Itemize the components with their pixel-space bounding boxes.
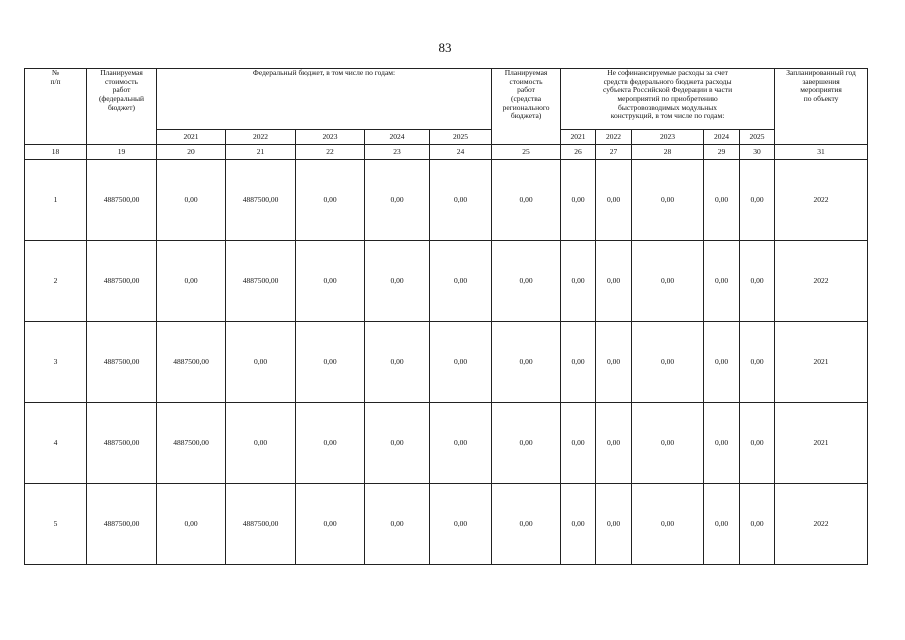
table-cell: 4887500,00 <box>87 403 157 484</box>
table-cell: 4887500,00 <box>157 403 226 484</box>
table-cell: 0,00 <box>365 160 430 241</box>
table-cell: 0,00 <box>704 484 740 565</box>
table-cell: 0,00 <box>365 322 430 403</box>
column-number-cell: 25 <box>492 145 561 160</box>
table-cell: 0,00 <box>740 241 775 322</box>
table-cell: 0,00 <box>430 403 492 484</box>
table-cell: 2021 <box>775 403 868 484</box>
table-cell: 0,00 <box>492 241 561 322</box>
table-cell: 0,00 <box>561 322 596 403</box>
column-number-cell: 28 <box>632 145 704 160</box>
table-cell: 0,00 <box>430 322 492 403</box>
table-cell: 0,00 <box>561 241 596 322</box>
federal-year-header: 2022 <box>226 130 296 145</box>
table-cell: 4887500,00 <box>157 322 226 403</box>
table-cell: 0,00 <box>704 403 740 484</box>
table-cell: 4887500,00 <box>87 160 157 241</box>
table-cell: 4887500,00 <box>226 241 296 322</box>
table-cell: 0,00 <box>296 241 365 322</box>
table-cell: 0,00 <box>430 160 492 241</box>
regional-year-header: 2022 <box>596 130 632 145</box>
column-number-cell: 29 <box>704 145 740 160</box>
table-cell: 0,00 <box>596 241 632 322</box>
regional-year-header: 2021 <box>561 130 596 145</box>
table-cell: 0,00 <box>365 484 430 565</box>
table-cell: 2021 <box>775 322 868 403</box>
table-cell: 0,00 <box>561 403 596 484</box>
federal-year-header: 2024 <box>365 130 430 145</box>
federal-year-header: 2025 <box>430 130 492 145</box>
table-cell: 0,00 <box>296 160 365 241</box>
column-number-cell: 18 <box>25 145 87 160</box>
table-row <box>25 322 868 403</box>
table-cell: 4887500,00 <box>87 484 157 565</box>
column-number-cell: 20 <box>157 145 226 160</box>
header-completion-year: Запланированный год завершения мероприятия по объекту <box>775 69 868 145</box>
table-cell: 2022 <box>775 241 868 322</box>
table-cell: 1 <box>25 160 87 241</box>
table-cell: 0,00 <box>157 484 226 565</box>
table-cell: 0,00 <box>596 484 632 565</box>
table-cell: 0,00 <box>226 322 296 403</box>
table-cell: 4887500,00 <box>226 160 296 241</box>
table-cell: 0,00 <box>296 484 365 565</box>
table-cell: 0,00 <box>365 403 430 484</box>
table-cell: 0,00 <box>430 484 492 565</box>
table-cell: 0,00 <box>157 160 226 241</box>
column-numbers-row <box>25 145 868 160</box>
table-cell: 4887500,00 <box>87 241 157 322</box>
column-number-cell: 30 <box>740 145 775 160</box>
table-cell: 0,00 <box>561 160 596 241</box>
header-planned-cost-federal: Планируемая стоимость работ (федеральный бюджет) <box>87 69 157 145</box>
column-number-cell: 31 <box>775 145 868 160</box>
table-cell: 0,00 <box>632 403 704 484</box>
header-num: № п/п <box>25 69 87 145</box>
column-number-cell: 26 <box>561 145 596 160</box>
header-non-cofinanced: Не софинансируемые расходы за счет средств федерального бюджета расходы субъекта Российской Федерации в части мероприятий по приобретению быстровозводимых модульных конструкций, в том числе по годам: <box>561 69 775 130</box>
table-cell: 0,00 <box>740 484 775 565</box>
table-cell: 0,00 <box>596 160 632 241</box>
column-number-cell: 24 <box>430 145 492 160</box>
table-cell: 0,00 <box>632 484 704 565</box>
regional-year-header: 2024 <box>704 130 740 145</box>
table-cell: 0,00 <box>492 322 561 403</box>
header-federal-by-year: Федеральный бюджет, в том числе по годам: <box>157 69 492 130</box>
table-cell: 0,00 <box>430 241 492 322</box>
table-cell: 0,00 <box>492 484 561 565</box>
table-cell: 0,00 <box>561 484 596 565</box>
table-cell: 0,00 <box>704 322 740 403</box>
table-cell: 2 <box>25 241 87 322</box>
table-cell: 0,00 <box>632 241 704 322</box>
table-cell: 0,00 <box>704 160 740 241</box>
table-cell: 3 <box>25 322 87 403</box>
table-row <box>25 160 868 241</box>
table-cell: 4 <box>25 403 87 484</box>
column-number-cell: 21 <box>226 145 296 160</box>
column-number-cell: 19 <box>87 145 157 160</box>
table-cell: 0,00 <box>296 403 365 484</box>
table-row <box>25 403 868 484</box>
table-cell: 0,00 <box>632 160 704 241</box>
federal-year-header: 2021 <box>157 130 226 145</box>
table-row <box>25 484 868 565</box>
federal-year-header: 2023 <box>296 130 365 145</box>
table-cell: 0,00 <box>492 403 561 484</box>
table-cell: 5 <box>25 484 87 565</box>
regional-year-header: 2023 <box>632 130 704 145</box>
table-cell: 0,00 <box>157 241 226 322</box>
table-cell: 4887500,00 <box>226 484 296 565</box>
table-cell: 0,00 <box>365 241 430 322</box>
budget-table <box>24 68 868 565</box>
table-cell: 0,00 <box>596 403 632 484</box>
header-planned-cost-regional: Планируемая стоимость работ (средства регионального бюджета) <box>492 69 561 145</box>
table-cell: 0,00 <box>226 403 296 484</box>
regional-year-header: 2025 <box>740 130 775 145</box>
column-number-cell: 23 <box>365 145 430 160</box>
table-cell: 0,00 <box>632 322 704 403</box>
table-cell: 0,00 <box>740 403 775 484</box>
table-cell: 0,00 <box>596 322 632 403</box>
column-number-cell: 22 <box>296 145 365 160</box>
table-body <box>25 160 868 565</box>
table-cell: 0,00 <box>740 160 775 241</box>
page-number: 83 <box>438 40 452 55</box>
table-cell: 0,00 <box>704 241 740 322</box>
table-cell: 4887500,00 <box>87 322 157 403</box>
column-number-cell: 27 <box>596 145 632 160</box>
table-cell: 0,00 <box>492 160 561 241</box>
table-cell: 0,00 <box>740 322 775 403</box>
table-cell: 0,00 <box>296 322 365 403</box>
table-cell: 2022 <box>775 484 868 565</box>
header-row <box>25 69 868 130</box>
table-row <box>25 241 868 322</box>
table-cell: 2022 <box>775 160 868 241</box>
